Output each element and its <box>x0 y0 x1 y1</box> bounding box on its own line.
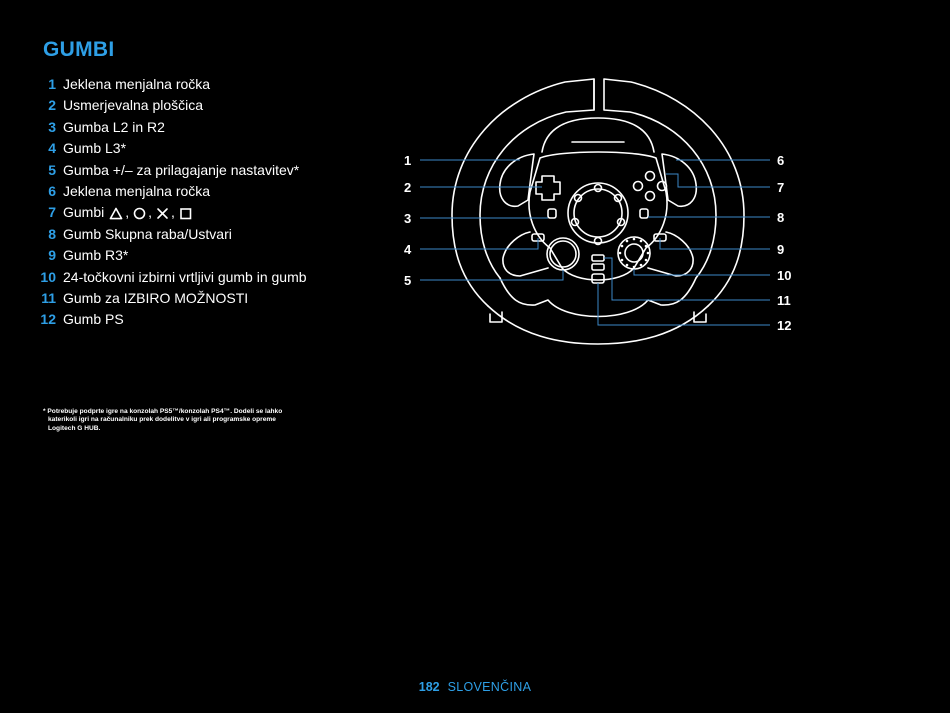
item-label: Usmerjevalna ploščica <box>63 97 204 114</box>
list-item <box>40 288 307 309</box>
r2-button <box>640 209 648 218</box>
leader-line-9 <box>660 238 770 249</box>
ps-button <box>592 274 604 283</box>
item-number: 10 <box>40 268 56 285</box>
callout-7: 7 <box>777 180 785 195</box>
item-number: 4 <box>48 140 56 157</box>
option-button-2 <box>592 264 604 270</box>
face-button-symbols: , , , <box>108 202 193 223</box>
item-number: 8 <box>48 225 56 242</box>
adjust-knob <box>547 238 579 270</box>
wheel-rim-outer <box>452 79 594 306</box>
item-label: Gumba +/– za prilagajanje nastavitev* <box>63 161 300 178</box>
page-footer <box>0 680 950 694</box>
item-number: 6 <box>48 182 56 199</box>
circle-icon <box>133 207 146 220</box>
item-number: 2 <box>48 97 56 114</box>
paddle-right <box>662 154 696 206</box>
rotary-dial <box>618 237 650 269</box>
wheel-rim-outer <box>604 79 744 306</box>
triangle-icon <box>109 207 123 220</box>
paddle-left <box>500 154 534 206</box>
callout-5: 5 <box>404 273 412 288</box>
option-button <box>592 255 604 261</box>
list-item <box>40 181 307 202</box>
item-label: Jeklena menjalna ročka <box>63 182 211 199</box>
callout-1: 1 <box>404 153 412 168</box>
rotary-dial-inner <box>625 244 643 262</box>
callout-6: 6 <box>777 153 785 168</box>
page-number: 182 <box>418 680 440 694</box>
item-label: Gumba L2 in R2 <box>63 118 165 135</box>
face-button <box>634 182 643 191</box>
list-item <box>40 245 307 266</box>
language-label: SLOVENČINA <box>447 680 532 694</box>
leader-line-12 <box>598 283 770 325</box>
footnote-line: Logitech G HUB. <box>48 424 101 432</box>
callout-3: 3 <box>404 211 412 226</box>
leader-line-7 <box>666 174 770 187</box>
rotary-dial-dots <box>619 238 650 269</box>
item-label: Gumb L3* <box>63 140 127 157</box>
item-label: Gumbi <box>63 204 105 221</box>
leader-line-4 <box>420 238 538 249</box>
list-item <box>40 309 307 330</box>
item-label: 24-točkovni izbirni vrtljivi gumb in gumb <box>63 268 307 285</box>
callout-11: 11 <box>777 293 791 308</box>
item-number: 7 <box>48 204 56 221</box>
item-label: Gumb za IZBIRO MOŽNOSTI <box>63 289 249 306</box>
list-item <box>40 74 307 95</box>
face-button <box>646 172 655 181</box>
item-label: Gumb R3* <box>63 247 129 264</box>
item-number: 3 <box>48 118 56 135</box>
list-item <box>40 138 307 159</box>
leader-line-5 <box>420 270 563 280</box>
item-label: Gumb PS <box>63 311 124 328</box>
callout-4: 4 <box>404 242 412 257</box>
item-label: Gumb Skupna raba/Ustvari <box>63 225 232 242</box>
square-icon <box>179 207 192 220</box>
item-number: 9 <box>48 247 56 264</box>
footnote-line: katerikoli igri na računalniku prek dodelitve v igri ali programske opreme <box>48 416 276 424</box>
callout-9: 9 <box>777 242 785 257</box>
footnote-line: * Potrebuje podprte igre na konzolah PS5™/konzolah PS4™. Dodeli se lahko <box>43 408 283 415</box>
hub-top <box>542 118 654 152</box>
footnote <box>43 408 313 433</box>
item-number: 11 <box>41 289 56 306</box>
item-label: Jeklena menjalna ročka <box>63 76 211 92</box>
button-list <box>40 74 307 331</box>
steering-wheel-diagram <box>398 70 818 350</box>
face-button <box>646 192 655 201</box>
list-item <box>40 160 307 181</box>
list-item <box>40 224 307 245</box>
cross-icon <box>156 207 169 220</box>
l2-button <box>548 209 556 218</box>
page-title: GUMBI <box>43 38 115 61</box>
hub-button <box>595 185 602 192</box>
list-item <box>40 117 307 138</box>
callout-12: 12 <box>777 318 792 333</box>
item-number: 12 <box>40 311 56 328</box>
list-item <box>40 267 307 288</box>
item-number: 1 <box>48 76 56 92</box>
item-number: 5 <box>48 161 56 178</box>
callout-10: 10 <box>777 268 792 283</box>
callout-2: 2 <box>404 180 412 195</box>
list-item <box>40 95 307 116</box>
dpad-icon <box>536 176 560 200</box>
callout-8: 8 <box>777 210 785 225</box>
face-button <box>658 182 667 191</box>
list-item <box>40 202 307 223</box>
